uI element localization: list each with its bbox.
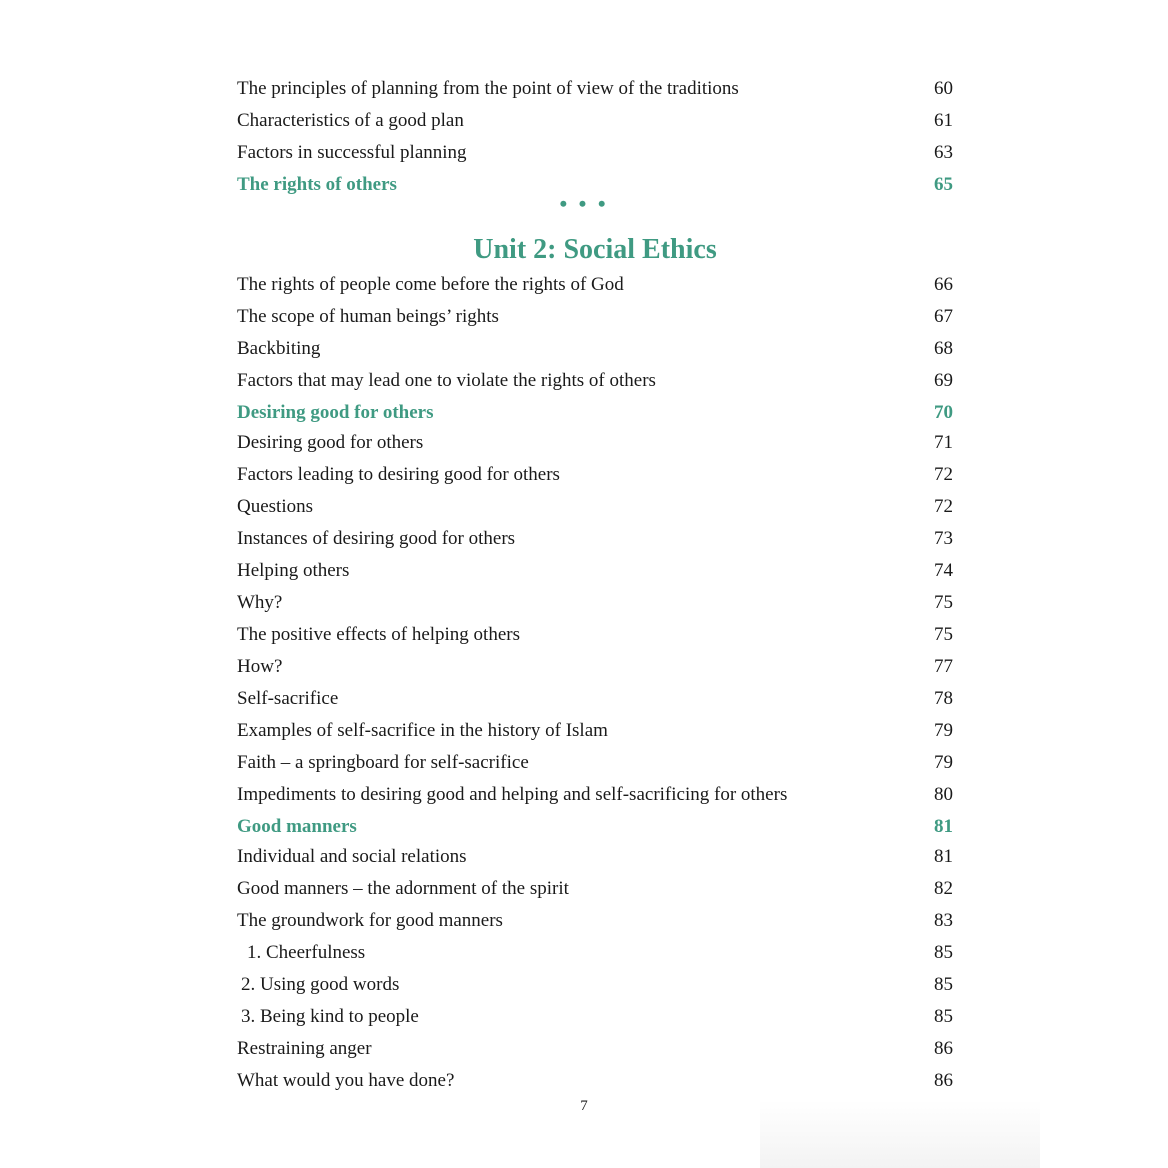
toc-unit-section <box>237 274 953 1102</box>
toc-entry-page: 63 <box>934 142 953 163</box>
toc-entry-page: 81 <box>934 846 953 867</box>
toc-entry-page: 85 <box>934 942 953 963</box>
toc-entry <box>237 1038 953 1070</box>
toc-entry-title: The positive effects of helping others <box>237 624 520 645</box>
toc-entry-page: 72 <box>934 496 953 517</box>
toc-entry-title: Factors leading to desiring good for others <box>237 464 560 485</box>
toc-entry <box>237 910 953 942</box>
toc-entry-title: Individual and social relations <box>237 846 467 867</box>
toc-entry-title: Why? <box>237 592 283 613</box>
toc-entry-title: The rights of others <box>237 174 397 195</box>
toc-entry <box>237 274 953 306</box>
toc-entry-page: 72 <box>934 464 953 485</box>
toc-entry-title: Impediments to desiring good and helping and self-sacrificing for others <box>237 784 788 805</box>
toc-entry-title: The principles of planning from the point of view of the traditions <box>237 78 739 99</box>
toc-entry-title: Examples of self-sacrifice in the history of Islam <box>237 720 608 741</box>
page-number: 7 <box>580 1098 588 1114</box>
toc-section-heading <box>237 402 953 432</box>
toc-entry-title: 1. Cheerfulness <box>247 942 366 963</box>
toc-entry-title: Instances of desiring good for others <box>237 528 516 549</box>
toc-entry <box>237 432 953 464</box>
toc-entry-page: 61 <box>934 110 953 131</box>
toc-entry-title: Questions <box>237 496 313 517</box>
toc-entry-page: 70 <box>934 402 953 423</box>
toc-entry <box>237 720 953 752</box>
toc-entry-title: Backbiting <box>237 338 321 359</box>
toc-entry-title: What would you have done? <box>237 1070 455 1091</box>
toc-entry <box>237 142 953 174</box>
toc-entry <box>237 464 953 496</box>
toc-section-heading <box>237 816 953 846</box>
toc-entry-title: Factors in successful planning <box>237 142 467 163</box>
toc-entry-title: Faith – a springboard for self-sacrifice <box>237 752 529 773</box>
toc-entry-title: The rights of people come before the rights of God <box>237 274 624 295</box>
toc-entry-page: 66 <box>934 274 953 295</box>
toc-entry-page: 71 <box>934 432 953 453</box>
toc-entry <box>237 78 953 110</box>
toc-entry-page: 85 <box>934 1006 953 1027</box>
toc-entry <box>237 496 953 528</box>
toc-entry-title: The scope of human beings’ rights <box>237 306 499 327</box>
toc-entry-title: 3. Being kind to people <box>241 1006 419 1027</box>
toc-entry-title: Factors that may lead one to violate the rights of others <box>237 370 656 391</box>
toc-entry <box>237 338 953 370</box>
toc-entry-page: 86 <box>934 1070 953 1091</box>
toc-entry <box>237 592 953 624</box>
toc-entry-title: The groundwork for good manners <box>237 910 503 931</box>
toc-entry-page: 75 <box>934 592 953 613</box>
toc-entry-page: 79 <box>934 720 953 741</box>
toc-entry <box>237 624 953 656</box>
toc-entry <box>237 878 953 910</box>
toc-entry <box>237 784 953 816</box>
toc-top-section <box>237 78 953 204</box>
toc-entry-page: 79 <box>934 752 953 773</box>
toc-entry <box>237 846 953 878</box>
toc-entry-page: 83 <box>934 910 953 931</box>
unit-heading: Unit 2: Social Ethics <box>473 234 717 265</box>
toc-entry-title: How? <box>237 656 283 677</box>
toc-entry-page: 75 <box>934 624 953 645</box>
toc-entry-page: 86 <box>934 1038 953 1059</box>
toc-entry <box>237 370 953 402</box>
toc-entry-page: 81 <box>934 816 953 837</box>
toc-entry <box>237 688 953 720</box>
toc-entry-page: 85 <box>934 974 953 995</box>
toc-entry-page: 80 <box>934 784 953 805</box>
toc-entry-title: Good manners <box>237 816 357 837</box>
toc-entry-title: Restraining anger <box>237 1038 372 1059</box>
toc-entry-page: 74 <box>934 560 953 581</box>
toc-entry-page: 73 <box>934 528 953 549</box>
toc-entry <box>237 560 953 592</box>
toc-entry <box>237 306 953 338</box>
toc-entry <box>237 974 953 1006</box>
toc-entry <box>237 942 953 974</box>
toc-entry-page: 67 <box>934 306 953 327</box>
toc-entry-title: Helping others <box>237 560 350 581</box>
toc-entry <box>237 1006 953 1038</box>
toc-entry-page: 82 <box>934 878 953 899</box>
toc-entry-title: Good manners – the adornment of the spirit <box>237 878 569 899</box>
toc-entry-page: 65 <box>934 174 953 195</box>
toc-entry-page: 78 <box>934 688 953 709</box>
toc-entry-page: 77 <box>934 656 953 677</box>
toc-entry-title: 2. Using good words <box>241 974 400 995</box>
toc-entry-title: Characteristics of a good plan <box>237 110 464 131</box>
toc-entry-title: Desiring good for others <box>237 432 424 453</box>
toc-entry-page: 68 <box>934 338 953 359</box>
toc-entry <box>237 528 953 560</box>
toc-entry <box>237 752 953 784</box>
toc-entry-page: 60 <box>934 78 953 99</box>
toc-entry <box>237 656 953 688</box>
toc-entry <box>237 110 953 142</box>
toc-entry-title: Desiring good for others <box>237 402 434 423</box>
toc-entry-title: Self-sacrifice <box>237 688 339 709</box>
toc-entry-page: 69 <box>934 370 953 391</box>
section-separator: • • • <box>559 191 609 216</box>
